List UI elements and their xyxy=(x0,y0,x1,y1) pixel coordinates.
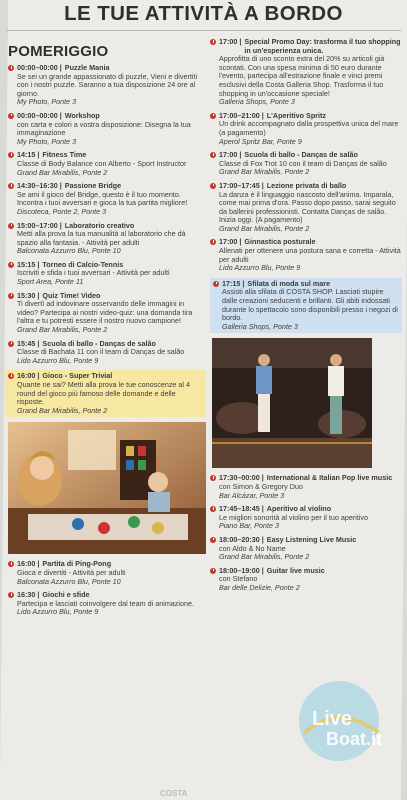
event-title: Lezione privata di ballo xyxy=(266,180,347,190)
event-description: Metti alla prova la tua manualità al laboratorio che dà spazio alla fantasia. - Attività per adulti xyxy=(17,229,186,247)
event-time: 15:45 | xyxy=(17,338,40,348)
event-location: Discoteca, Ponte 2, Ponte 3 xyxy=(17,206,107,216)
clock-icon xyxy=(8,293,14,299)
event-description: con Simon & Gregory Duo xyxy=(219,482,303,491)
trivia-game-photo xyxy=(8,422,206,554)
right-column xyxy=(210,38,402,598)
event-item xyxy=(210,38,402,107)
clock-icon xyxy=(213,281,219,287)
event-description: Classe di Body Balance con Alberto - Sport Instructor xyxy=(17,158,187,168)
clock-icon xyxy=(210,239,216,245)
event-location: Aperol Spritz Bar, Ponte 9 xyxy=(219,136,302,146)
clock-icon xyxy=(8,341,14,347)
event-description: Se sei un grande appassionato di puzzle, Vieni e divertiti con i nostri puzzle. Saranno a tua disposizione 24 ore al giorno. xyxy=(17,71,198,98)
event-location: My Photo, Ponte 3 xyxy=(17,97,77,107)
event-item xyxy=(210,567,402,593)
event-time: 17:00 | xyxy=(219,37,242,46)
event-description: Iscriviti e sfida i tuoi avversari - Attività per adulti xyxy=(17,268,170,278)
event-time: 18:00–20:30 | xyxy=(219,534,264,544)
footer-brand: COSTA xyxy=(160,789,188,798)
event-location: Grand Bar Mirabilis, Ponte 2 xyxy=(17,325,108,335)
event-location: Lido Azzurro Blu, Ponte 9 xyxy=(17,607,99,617)
event-description: Assisti alla sfilata di COSTA SHOP. Lasciati stupire dalle creazioni seducenti e brillanti. Gli abiti indossati durante lo spettacolo sono disponibili presso i negozi di bordo. xyxy=(222,287,398,323)
event-item xyxy=(210,505,402,531)
clock-icon xyxy=(8,183,14,189)
event-title: Puzzle Mania xyxy=(64,63,110,72)
event-time: 16:00 | xyxy=(17,371,40,381)
event-location: Sport Area, Ponte 11 xyxy=(17,277,84,287)
event-description: con Aldo & No Name xyxy=(219,543,286,553)
event-title: International & Italian Pop live music xyxy=(266,473,393,483)
event-title: Ginnastica posturale xyxy=(244,237,316,247)
event-title: Special Promo Day: trasforma il tuo shopping in un'esperienza unica. xyxy=(244,37,401,55)
event-description: con carta e colori a vostra disposizione: Disegna la tua immaginazione xyxy=(17,119,191,138)
event-item xyxy=(210,112,402,146)
watermark-text-live: Live xyxy=(312,708,353,730)
event-location: Grand Bar Mirabilis, Ponte 2 xyxy=(219,552,310,562)
event-time: 16:30 | xyxy=(17,590,40,600)
event-description: Classe di Fox Trot 10 con il team di Danças de salão xyxy=(219,158,387,168)
clock-icon xyxy=(210,183,216,189)
event-title: Guitar live music xyxy=(266,565,325,575)
clock-icon xyxy=(210,39,216,45)
event-time: 17:00 | xyxy=(219,150,242,160)
event-time: 15:30 | xyxy=(17,290,40,300)
clock-icon xyxy=(210,537,216,543)
clock-icon xyxy=(8,65,14,71)
event-title: L'Aperitivo Spritz xyxy=(266,110,326,120)
event-location: Lido Azzurro Blu, Ponte 9 xyxy=(17,355,99,365)
event-time: 17:15 | xyxy=(222,278,245,288)
event-description: Quante ne sai? Metti alla prova le tue conoscenze al 4 round del gioco più famoso delle domande e delle risposte. xyxy=(17,380,191,407)
event-location: Grand Bar Mirabilis, Ponte 2 xyxy=(17,167,108,177)
event-time: 17:00–21:00 | xyxy=(219,110,264,120)
clock-icon xyxy=(8,561,14,567)
event-description: Gioca e divertiti - Attività per adulti xyxy=(17,567,126,577)
event-title: Laboratorio creativo xyxy=(64,220,135,230)
event-time: 14:15 | xyxy=(17,150,40,160)
event-title: Sfilata di moda sul mare xyxy=(247,278,331,288)
event-title: Scuola di ballo - Danças de salão xyxy=(42,338,156,348)
event-location: Balconata Azzurro Blu, Ponte 10 xyxy=(17,246,121,256)
event-time: 00:00–00:00 | xyxy=(17,63,62,72)
event-location: Bar Alcázar, Ponte 3 xyxy=(219,490,285,500)
event-time: 17:00 | xyxy=(219,237,242,247)
event-description: Partecipa e lasciati coinvolgere dal team di animazione. xyxy=(17,598,194,608)
event-description: Un drink accompagnato dalla prospettiva unica del mare (a pagamento) xyxy=(219,119,399,137)
event-description: La danza è il linguaggio nascosto dell'anima. Imparala, come mai prima d'ora. Passo dopo passo, sarai seguito da ballerini professionisti. Contatta Danças de salão. Inizia oggi. (A pagamento) xyxy=(219,189,396,225)
event-time: 18:00–19:00 | xyxy=(219,565,264,575)
event-item xyxy=(8,182,206,216)
event-item xyxy=(8,292,206,335)
event-location: Piano Bar, Ponte 3 xyxy=(219,521,279,531)
event-title: Giochi e sfide xyxy=(42,590,90,600)
event-time: 14:30–16:30 | xyxy=(17,181,62,191)
event-item xyxy=(8,64,206,107)
event-item xyxy=(8,591,206,617)
event-time: 00:00–00:00 | xyxy=(17,110,62,120)
left-column xyxy=(8,43,206,622)
event-time: 17:30–00:00 | xyxy=(219,473,264,483)
event-description: Approfitta di uno sconto extra del 20% su articoli già scontati. Con una spesa minima di 50 euro durante l'evento, partecipa all'estrazione finale e vinci premi esclusivi della Costa Galleria Shop. Trasforma il tuo shopping in un'occasione speciale! xyxy=(219,54,385,98)
clock-icon xyxy=(8,592,14,598)
watermark-text-boat: Boat.it xyxy=(326,729,382,749)
page-title: LE TUE ATTIVITÀ A BORDO xyxy=(0,2,407,31)
event-title: Scuola di ballo - Danças de salão xyxy=(244,150,358,160)
event-item xyxy=(8,261,206,287)
event-title: Quiz Time! Video xyxy=(42,290,101,300)
event-description: Le migliori sonorità al violino per il tuo aperitivo xyxy=(219,512,369,522)
event-title: Gioco - Super Trivial xyxy=(42,371,113,381)
clock-icon xyxy=(210,475,216,481)
event-title: Passione Bridge xyxy=(64,181,122,191)
event-item xyxy=(210,536,402,562)
clock-icon xyxy=(8,223,14,229)
event-time: 16:00 | xyxy=(17,559,40,569)
liveboat-watermark-logo xyxy=(284,673,402,769)
event-item xyxy=(8,222,206,256)
event-location: My Photo, Ponte 3 xyxy=(17,136,77,146)
clock-icon xyxy=(8,152,14,158)
event-item xyxy=(8,112,206,146)
event-location: Lido Azzurro Blu, Ponte 9 xyxy=(219,263,301,273)
event-title: Aperitivo al violino xyxy=(266,504,332,514)
event-item xyxy=(210,182,402,234)
featured-event xyxy=(210,278,402,334)
event-location: Grand Bar Mirabilis, Ponte 2 xyxy=(219,167,310,177)
event-description: Se ami il gioco del Bridge, questo è il tuo momento. Incontra i tuoi avversari e gioca la tua partita migliore! xyxy=(17,189,188,208)
section-title: POMERIGGIO xyxy=(8,43,109,60)
event-time: 15:15 | xyxy=(17,259,40,269)
event-item xyxy=(210,474,402,500)
event-description: Classe di Bachata 11 con il team di Danças de salão xyxy=(17,347,185,357)
fashion-show-photo xyxy=(212,338,372,468)
trivia-photo-illustration xyxy=(8,422,206,554)
event-title: Fitness Time xyxy=(42,150,87,160)
event-description: Ti divertì ad indovinare osservando delle immagini in video? Partecipa ai nostri video-quiz: una domanda tira l'altra e tu potresti essere il nostro nuovo campione! xyxy=(17,299,193,326)
event-time: 15:00–17:00 | xyxy=(17,220,62,230)
clock-icon xyxy=(8,373,14,379)
event-location: Bar delle Delizie, Ponte 2 xyxy=(219,582,300,592)
event-item xyxy=(8,560,206,586)
event-location: Grand Bar Mirabilis, Ponte 2 xyxy=(219,223,310,233)
event-title: Torneo di Calcio-Tennis xyxy=(42,259,124,269)
event-item xyxy=(8,151,206,177)
clock-icon xyxy=(210,568,216,574)
featured-event xyxy=(5,370,206,417)
clock-icon xyxy=(8,113,14,119)
clock-icon xyxy=(210,113,216,119)
event-location: Balconata Azzurro Blu, Ponte 10 xyxy=(17,576,121,586)
event-item xyxy=(8,340,206,366)
event-item xyxy=(210,151,402,177)
event-location: Galleria Shops, Ponte 3 xyxy=(219,97,295,107)
event-title: Easy Listening Live Music xyxy=(266,534,357,544)
event-location: Grand Bar Mirabilis, Ponte 2 xyxy=(17,405,108,415)
event-title: Workshop xyxy=(64,110,100,120)
event-time: 17:45–18:45 | xyxy=(219,504,264,514)
fashion-photo-illustration xyxy=(212,338,372,468)
event-location: Galleria Shops, Ponte 3 xyxy=(222,321,298,331)
event-title: Partita di Ping-Pong xyxy=(42,559,112,569)
clock-icon xyxy=(210,506,216,512)
event-description: con Stefano xyxy=(219,574,258,584)
clock-icon xyxy=(210,152,216,158)
event-item xyxy=(210,238,402,272)
event-time: 17:00–17:45 | xyxy=(219,180,264,190)
event-description: Allenati per ottenere una postura sana e corretta - Attività per adulti xyxy=(219,246,401,264)
clock-icon xyxy=(8,262,14,268)
